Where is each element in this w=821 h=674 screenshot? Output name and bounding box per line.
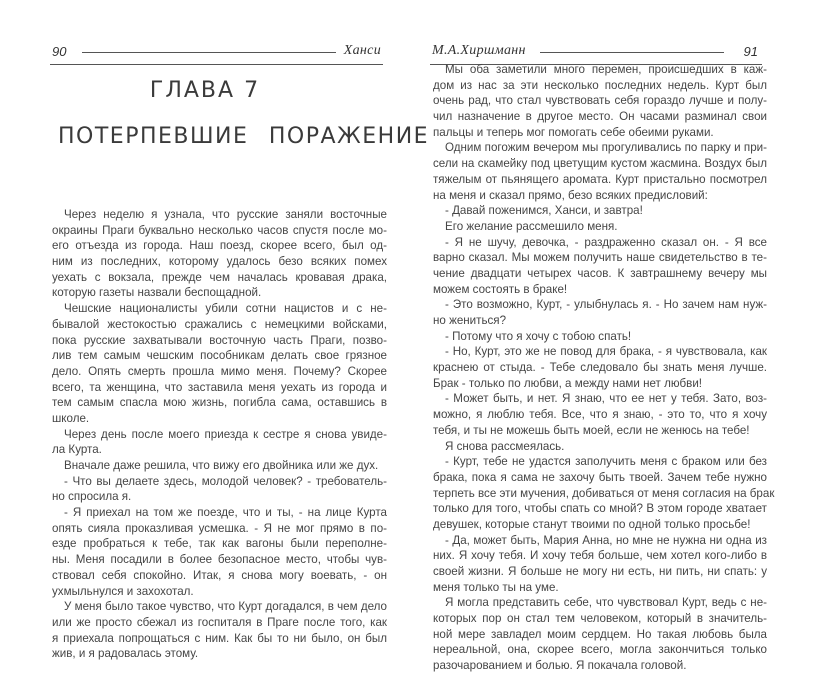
text-line: Я снова рассмеялась. xyxy=(445,439,565,453)
text-line: Вначале даже решила, что вижу его двойника или же дух. xyxy=(64,459,379,472)
text-line: но спросила я. xyxy=(52,490,132,504)
page-number: 90 xyxy=(52,44,67,59)
text-line: - Потому что я хочу с тобою спать! xyxy=(445,329,632,343)
text-line: ны. Меня посадили в более безопасное место, чтобы чув- xyxy=(52,553,387,567)
text-line: краснею от стыда. - Тебе следовало бы знать меня лучше. xyxy=(433,361,767,375)
text-line: Я могла представить себе, что чувствовал Курт, ведь с не- xyxy=(445,596,767,610)
text-line: Брак - только по любви, а между нами нет любви! xyxy=(433,376,703,390)
text-line: Чешские националисты убили сотни нацистов и с не- xyxy=(64,302,387,316)
running-title: М.А.Хиршманн xyxy=(432,43,526,58)
text-line: жив, и я радовалась этому. xyxy=(52,647,199,661)
text-line: Через день после моего приезда к сестре я снова увиде- xyxy=(64,427,387,441)
text-line: окраины Праги буквально несколько часов спустя после мо- xyxy=(52,223,387,237)
text-line: - Может быть, и нет. Я знаю, что ее нет у тебя. Зато, воз- xyxy=(445,392,767,406)
text-line: - Да, может быть, Мария Анна, но мне не нужна ни одна из xyxy=(445,533,767,547)
chapter-title: ПОТЕРПЕВШИЕ ПОРАЖЕНИЕ xyxy=(58,124,430,149)
text-line: брака, пока я сама не захочу быть твоей. Зачем тебе нужно xyxy=(433,470,767,484)
text-line: - Я приехал на том же поезде, что и ты, - на лице Курта xyxy=(64,506,387,520)
header-underline xyxy=(50,64,383,65)
text-line: дом из нас за эти несколько последних недель. Курт был xyxy=(433,78,767,92)
text-line: Одним погожим вечером мы прогуливались по парку и при- xyxy=(445,141,767,155)
chapter-label: ГЛАВА 7 xyxy=(149,78,261,103)
text-line: - Это возможно, Курт, - улыбнулась я. - Но зачем нам нуж- xyxy=(445,298,767,312)
text-line: лив тем самым чешским пособникам делать свое грязное xyxy=(52,349,387,363)
text-line: бывалой жестокостью сражались с немецкими войсками, xyxy=(52,317,387,331)
text-line: только для того, чтобы спать со мной? В этом городе хватает xyxy=(433,502,767,516)
text-line: тебя, и ты не можешь быть моей, если не женюсь на тебе! xyxy=(433,423,750,437)
text-line: пальцы и теперь мог помогать себе обеими руками. xyxy=(433,125,714,139)
text-line: всего, та женщина, что заставила меня уехать из города и xyxy=(52,380,387,394)
text-line: можем состоять в браке! xyxy=(433,282,568,296)
right-page xyxy=(410,0,821,673)
text-line: дело. Опять смерть прошла мимо меня. Почему? Скорее xyxy=(52,364,387,378)
text-line: них. Я хочу тебя. И хочу тебя больше, чем хотел кого-либо в xyxy=(433,549,767,563)
text-line: уехать с вокзала, прежде чем началась кровавая драка, xyxy=(52,270,387,284)
text-line: чение двадцати четырех часов. К завтрашнему вечеру мы xyxy=(433,266,767,280)
text-line: Его желание рассмешило меня. xyxy=(445,219,618,233)
text-line: тяжелым от пьянящего аромата. Курт пристально посмотрел xyxy=(433,172,767,186)
text-line: чил назначение в другое место. Он часами разминал свои xyxy=(433,110,767,124)
text-line: - Я не шучу, девочка, - раздраженно сказал он. - Я все xyxy=(445,235,767,249)
text-line: ухмыльнулся и захохотал. xyxy=(52,584,194,598)
text-line: можно, я люблю тебя. Все, что я знаю, - это то, что я хочу xyxy=(433,408,767,422)
text-line: пока русские захватывали восточную часть Праги, позво- xyxy=(52,333,387,347)
text-line: его отъезда из города. Наш поезд, скорее всего, был од- xyxy=(52,239,387,253)
left-body-text xyxy=(52,207,387,662)
text-line: У меня было такое чувство, что Курт догадался, в чем дело xyxy=(64,600,387,614)
text-line: Мы оба заметили много перемен, происшедших в каж- xyxy=(445,63,767,76)
text-line: меня только ты на уме. xyxy=(433,580,559,594)
text-line: ствовал себя спокойно. Итак, я снова могу воевать, - он xyxy=(52,568,387,582)
text-line: разочарованием и болью. Я покачала головой. xyxy=(433,659,687,673)
text-line: девушек, которые станут твоими по одной только просьбе! xyxy=(433,517,751,531)
text-line: ной мере завладел моим сердцем. Но такая любовь была xyxy=(433,627,767,641)
text-line: - Курт, тебе не удастся заполучить меня с браком или без xyxy=(445,455,767,469)
text-line: ним из последних, которому удалось безо всяких помех xyxy=(52,255,387,269)
text-line: я приехала попрощаться с ним. Как бы то ни было, он был xyxy=(52,631,387,645)
text-line: езде пробраться к тебе, так как вагоны были переполне- xyxy=(52,537,387,551)
text-line: ла Курта. xyxy=(52,443,102,457)
text-line: тем самым спасла мою жизнь, погибла сама, оставшись в xyxy=(52,396,387,410)
text-line: - Что вы делаете здесь, молодой человек? - требователь- xyxy=(64,474,387,488)
text-line: школе. xyxy=(52,411,90,425)
text-line: своей жизни. Я больше не могу ни есть, ни пить, ни спать: у xyxy=(433,565,767,578)
text-line: очень рад, что стал чувствовать себя гораздо лучше и полу- xyxy=(433,94,767,108)
text-line: на меня и сказал прямо, безо всяких предисловий: xyxy=(433,188,708,202)
text-line: или же просто сбежал из госпиталя в Праге после того, как xyxy=(52,615,387,629)
text-line: которых пор он стал тем человеком, который в значитель- xyxy=(433,612,767,626)
text-line: терпеть все эти мучения, добиваться от меня согласия на брак xyxy=(433,486,775,500)
page-number: 91 xyxy=(743,44,758,59)
text-line: нереальной, она, скорее всего, могла закончиться только xyxy=(433,643,767,657)
right-body-text xyxy=(433,62,775,674)
text-line: - Давай поженимся, Ханси, и завтра! xyxy=(445,204,643,218)
text-line: которую газеты назвали беспощадной. xyxy=(52,286,262,300)
text-line: варно сказал. Мы можем получить наше свидетельство в те- xyxy=(433,251,767,265)
header-rule xyxy=(540,52,724,53)
text-line: сели на скамейку под цветущим кустом жасмина. Воздух был xyxy=(433,157,767,171)
text-line: - Но, Курт, это же не повод для брака, - я чувствовала, как xyxy=(445,345,767,359)
header-rule xyxy=(82,52,336,53)
text-line: опять сияла проказливая усмешка. - Я не мог прямо в по- xyxy=(52,521,387,535)
text-line: но жениться? xyxy=(433,314,507,327)
text-line: Через неделю я узнала, что русские заняли восточные xyxy=(64,208,387,221)
running-title: Ханси xyxy=(343,43,381,58)
left-running-header xyxy=(50,40,383,66)
